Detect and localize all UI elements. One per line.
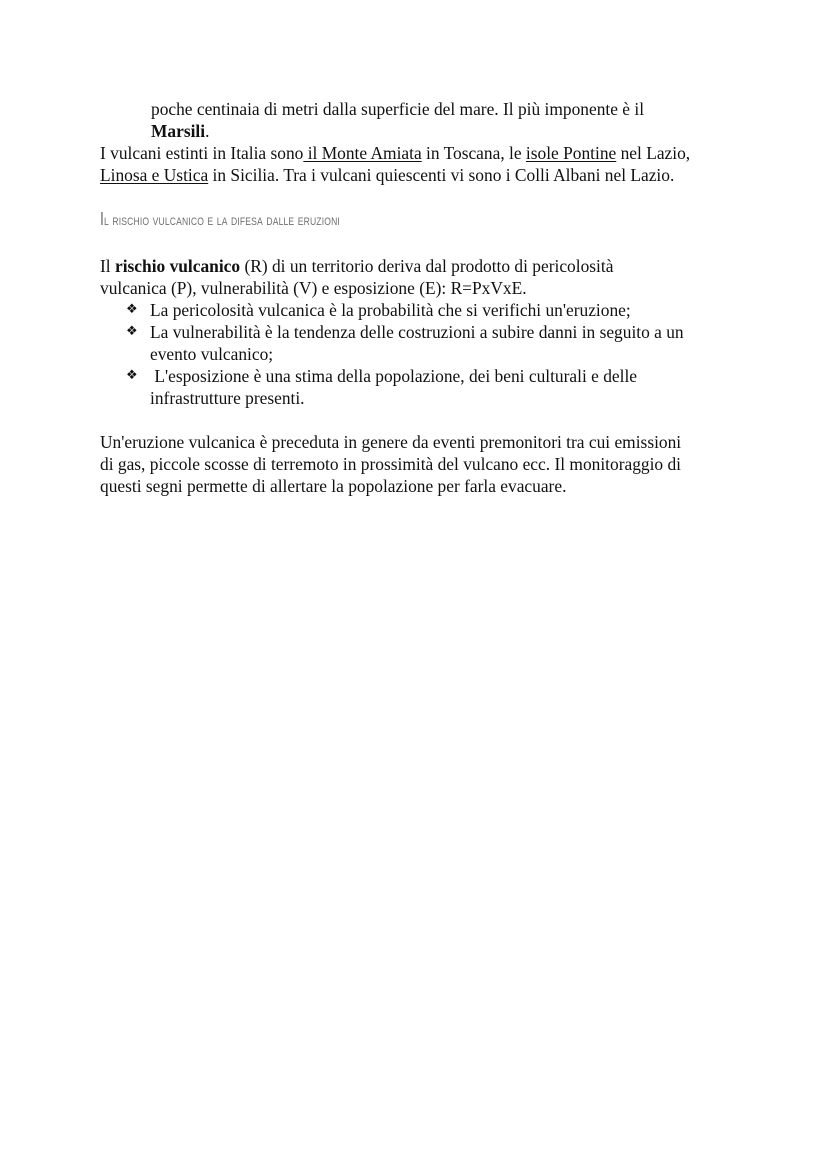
risk-bold-term: rischio vulcanico <box>114 256 241 276</box>
risk-line-1 <box>100 255 730 277</box>
risk-text-2: (R) di un territorio deriva dal prodotto di pericolosità <box>240 256 614 276</box>
link-monte-amiata[interactable]: il Monte Amiata <box>303 143 422 163</box>
link-isole-pontine[interactable]: isole Pontine <box>525 143 617 163</box>
list-item <box>100 299 730 321</box>
list-item <box>100 365 730 409</box>
extinct-text-1: I vulcani estinti in Italia sono <box>100 143 304 163</box>
bullet-1-line-1: La pericolosità vulcanica è la probabilità che si verifichi un'eruzione; <box>150 300 631 320</box>
extinct-line-1 <box>100 142 730 164</box>
intro-line-2 <box>100 120 730 142</box>
bullet-2-line-2: evento vulcanico; <box>150 344 274 364</box>
heading-spacer <box>100 230 730 255</box>
diamond-bullet-icon: ❖ <box>126 368 138 383</box>
link-linosa-ustica[interactable]: Linosa e Ustica <box>100 165 209 185</box>
risk-text-1: Il <box>100 256 115 276</box>
bullet-2-line-1: La vulnerabilità è la tendenza delle costruzioni a subire danni in seguito a un <box>150 322 684 342</box>
eruption-line-1: Un'eruzione vulcanica è preceduta in genere da eventi premonitori tra cui emissioni <box>100 432 682 452</box>
intro-line-1: poche centinaia di metri dalla superficie del mare. Il più imponente è il <box>151 99 645 119</box>
heading-rest: l rischio vulcanico e la difesa dalle eruzioni <box>104 212 340 229</box>
eruption-line-3: questi segni permette di allertare la popolazione per farla evacuare. <box>100 476 567 496</box>
bullet-3-line-1: L'esposizione è una stima della popolazione, dei beni culturali e delle <box>150 366 638 386</box>
eruption-line-2: di gas, piccole scosse di terremoto in prossimità del vulcano ecc. Il monitoraggio di <box>100 454 681 474</box>
marsili-bold: Marsili <box>151 121 206 141</box>
extinct-line-2 <box>100 164 730 186</box>
document-page <box>100 98 730 497</box>
risk-factors-list <box>100 299 730 409</box>
intro-line-2-end: . <box>205 121 210 141</box>
extinct-text-2: in Toscana, le <box>421 143 526 163</box>
bullet-3-line-2: infrastrutture presenti. <box>150 388 305 408</box>
section-heading <box>100 208 591 230</box>
extinct-text-4: in Sicilia. Tra i vulcani quiescenti vi sono i Colli Albani nel Lazio. <box>208 165 675 185</box>
list-item <box>100 321 730 365</box>
paragraph-spacer <box>100 409 730 431</box>
heading-initial: I <box>100 209 105 229</box>
diamond-bullet-icon: ❖ <box>126 324 138 339</box>
diamond-bullet-icon: ❖ <box>126 302 138 317</box>
extinct-text-3: nel Lazio, <box>616 143 691 163</box>
risk-line-2: vulcanica (P), vulnerabilità (V) e esposizione (E): R=PxVxE. <box>100 278 527 298</box>
